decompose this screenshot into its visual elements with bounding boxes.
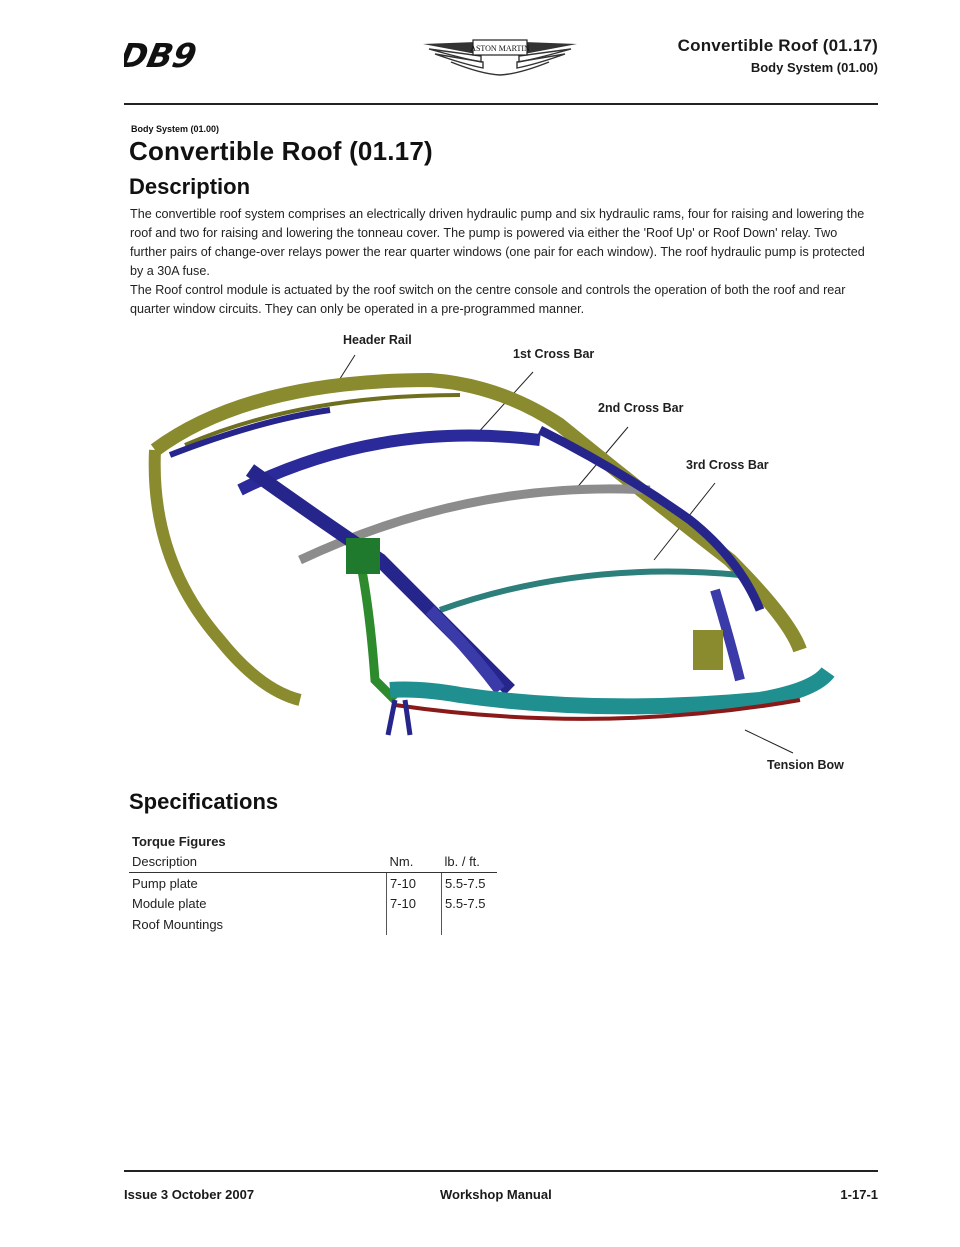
- right-mount-bracket: [693, 630, 723, 670]
- row-lbft: [442, 914, 498, 935]
- roof-left-side-frame: [155, 450, 300, 700]
- row-lbft: 5.5-7.5: [442, 894, 498, 915]
- row-description: Roof Mountings: [132, 916, 224, 932]
- left-pivot-block: [346, 538, 380, 574]
- table-row: [129, 894, 497, 915]
- label-tension-bow: Tension Bow: [767, 758, 844, 772]
- leader-cross-bar-3: [654, 483, 715, 560]
- torque-table-title: Torque Figures: [132, 833, 226, 849]
- row-nm: 7-10: [387, 873, 442, 894]
- brand-badge-text: ASTON MARTIN: [470, 44, 530, 53]
- db9-logo-text: DB9: [124, 36, 200, 75]
- row-description: Pump plate: [132, 875, 198, 891]
- row-lbft: 5.5-7.5: [442, 873, 498, 894]
- header-subtitle: Body System (01.00): [750, 60, 878, 75]
- column-header-nm: Nm.: [387, 852, 442, 873]
- cross-bar-3: [440, 572, 740, 610]
- hose-leg-2: [405, 700, 410, 735]
- left-green-link: [360, 560, 395, 700]
- breadcrumb: Body System (01.00): [131, 124, 220, 134]
- leader-cross-bar-1: [476, 372, 533, 435]
- right-main-linkage: [540, 430, 760, 610]
- leader-header-rail: [336, 355, 355, 385]
- specifications-heading: Specifications: [129, 789, 279, 814]
- leader-cross-bar-2: [575, 427, 628, 490]
- cross-bar-2: [300, 489, 650, 560]
- left-rear-linkage: [430, 610, 500, 690]
- row-nm: [387, 914, 442, 935]
- right-rear-linkage: [715, 590, 740, 680]
- hose-leg-1: [388, 700, 395, 735]
- label-cross-bar-2: 2nd Cross Bar: [598, 401, 684, 415]
- footer-issue: Issue 3 October 2007: [124, 1187, 255, 1202]
- label-cross-bar-1: 1st Cross Bar: [513, 347, 595, 361]
- roof-outer-frame: [155, 380, 800, 650]
- header-rule: [124, 103, 878, 105]
- leader-tension-bow: [745, 730, 793, 753]
- header-title: Convertible Roof (01.17): [677, 36, 878, 55]
- footer-page-number: 1-17-1: [840, 1187, 878, 1202]
- tension-bow-seal: [395, 700, 800, 719]
- torque-figures-table: [129, 831, 497, 935]
- roof-inner-rail: [185, 395, 460, 445]
- description-paragraph-2: The Roof control module is actuated by the roof switch on the centre console and controls the operation of both the roof and rear quarter window circuits. They can only be operated in a pre-programmed manner.: [130, 283, 846, 316]
- table-header-row: [129, 852, 497, 873]
- table-row: [129, 873, 497, 894]
- header-rail-front: [170, 410, 330, 455]
- page-title: Convertible Roof (01.17): [129, 136, 433, 166]
- description-paragraph-1: The convertible roof system comprises an electrically driven hydraulic pump and six hydraulic rams, four for raising and lowering the roof and two for raising and lowering the tonneau cover. The pump is powered via either the 'Roof Up' or Roof Down' relay. Two further pairs of change-over relays power the rear quarter windows (one pair for each window). The roof hydraulic pump is protected by a 30A fuse.: [130, 207, 865, 278]
- table-row: [129, 914, 497, 935]
- table-title-row: [129, 831, 497, 852]
- footer-rule: [124, 1170, 878, 1172]
- db9-logo: [124, 34, 240, 78]
- row-nm: 7-10: [387, 894, 442, 915]
- column-header-description: Description: [129, 852, 387, 873]
- description-heading: Description: [129, 174, 251, 199]
- label-header-rail: Header Rail: [343, 333, 412, 347]
- cross-bar-1: [240, 436, 540, 490]
- column-header-lbft: lb. / ft.: [442, 852, 498, 873]
- footer-manual: Workshop Manual: [440, 1187, 552, 1202]
- left-main-linkage: [250, 470, 510, 690]
- tension-bow: [390, 672, 828, 706]
- label-cross-bar-3: 3rd Cross Bar: [686, 458, 769, 472]
- aston-martin-wings-logo: [421, 36, 579, 76]
- row-description: Module plate: [132, 896, 207, 912]
